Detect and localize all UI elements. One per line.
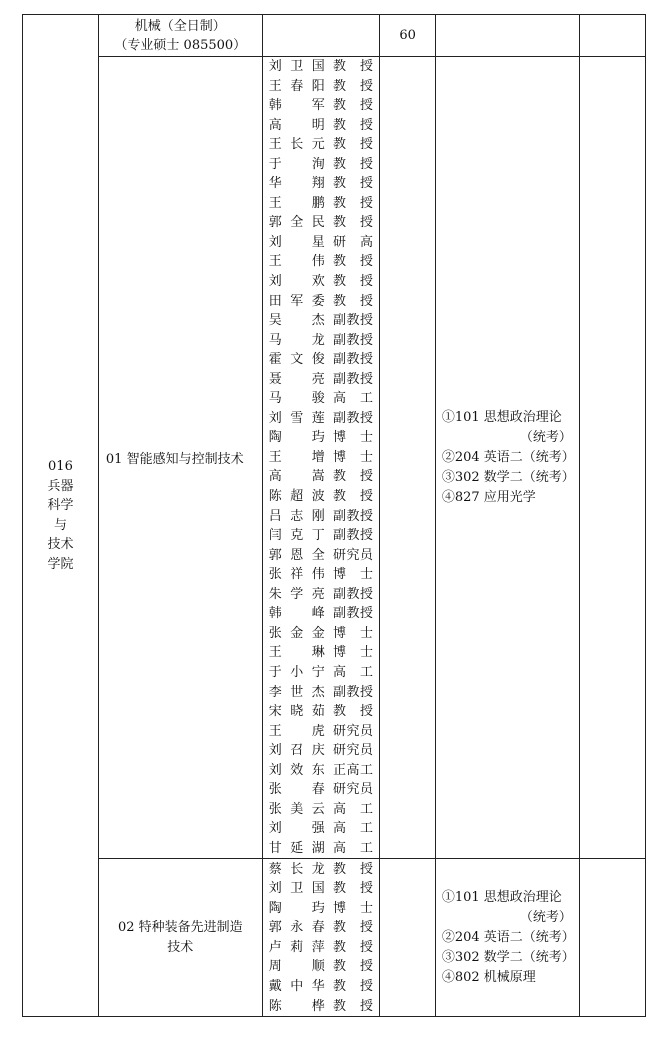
- tutor-entry: [269, 57, 380, 77]
- tutor-title: 教授: [332, 117, 373, 133]
- tutor-title: 教授: [332, 156, 373, 172]
- tutor-title: 教授: [332, 489, 373, 505]
- tutor-title: 博士: [332, 430, 373, 446]
- college-name-line: 学院: [47, 556, 74, 572]
- tutor-entry: [269, 722, 380, 742]
- tutor-name: 刘欢: [268, 274, 325, 290]
- major-name: 机械（全日制）: [134, 18, 226, 34]
- plan-cell: [380, 15, 435, 57]
- tutor-name: 郭永春: [268, 920, 325, 936]
- tutor-entry: [269, 409, 380, 429]
- tutor-title: 副教授: [332, 332, 373, 348]
- tutor-title: 教授: [332, 274, 373, 290]
- tutor-title: 研高: [332, 234, 373, 250]
- tutor-title: 教授: [332, 98, 373, 114]
- tutor-entry: [269, 643, 380, 663]
- tutor-entry: [269, 467, 380, 487]
- tutor-entry: [269, 487, 380, 507]
- tutor-entry: [269, 252, 380, 272]
- tutor-entry: [269, 702, 380, 722]
- tutor-name: 闫克丁: [268, 528, 325, 544]
- note-cell: [579, 57, 645, 859]
- tutor-title: 高工: [332, 840, 373, 856]
- exam-header-cell: [435, 15, 579, 57]
- tutor-entry: [269, 428, 380, 448]
- college-name-line: 与: [53, 517, 67, 533]
- plan-cell: [380, 859, 435, 1017]
- tutor-name: 霍文俊: [268, 352, 325, 368]
- tutor-entry: [269, 879, 380, 899]
- tutor-name: 卢莉萍: [268, 939, 325, 955]
- tutor-name: 刘雪莲: [268, 410, 325, 426]
- tutor-title: 副教授: [332, 508, 373, 524]
- direction-row: [23, 859, 646, 1017]
- enrollment-table: [22, 14, 646, 1017]
- college-cell: [23, 15, 99, 1017]
- tutor-title: 博士: [332, 645, 373, 661]
- tutor-entry: [269, 938, 380, 958]
- tutor-name: 马骏: [268, 391, 325, 407]
- tutor-name: 李世杰: [268, 684, 325, 700]
- tutor-entry: [269, 292, 380, 312]
- exam-subject: ①101 思想政治理论: [441, 409, 562, 425]
- tutor-name: 于洵: [268, 156, 325, 172]
- exam-subject: ③302 数学二（统考）: [441, 949, 575, 965]
- tutor-name: 高明: [268, 117, 325, 133]
- tutor-name: 郭全民: [268, 215, 325, 231]
- college-name-line: 兵器: [47, 478, 74, 494]
- tutor-name: 刘星: [268, 234, 325, 250]
- tutor-name: 田军委: [268, 293, 325, 309]
- exam-cell: [435, 859, 579, 1017]
- tutor-title: 教授: [332, 979, 373, 995]
- tutor-name: 郭恩全: [268, 547, 325, 563]
- tutor-entry: [269, 780, 380, 800]
- tutor-title: 博士: [332, 625, 373, 641]
- tutor-title: 教授: [332, 881, 373, 897]
- note-cell: [579, 859, 645, 1017]
- tutor-entry: [269, 819, 380, 839]
- tutor-entry: [269, 683, 380, 703]
- tutor-list-cell: [262, 859, 380, 1017]
- tutor-list: [269, 860, 380, 1016]
- tutor-title: 教授: [332, 78, 373, 94]
- tutor-name: 王增: [268, 449, 325, 465]
- tutor-title: 副教授: [332, 352, 373, 368]
- tutor-title: 教授: [332, 704, 373, 720]
- tutor-entry: [269, 174, 380, 194]
- tutor-title: 研究员: [332, 782, 373, 798]
- tutor-entry: [269, 389, 380, 409]
- tutor-name: 张祥伟: [268, 567, 325, 583]
- tutor-name: 陈超波: [268, 489, 325, 505]
- tutor-name: 张金金: [268, 625, 325, 641]
- tutor-entry: [269, 663, 380, 683]
- tutor-name: 刘召庆: [268, 743, 325, 759]
- direction-name: 01 智能感知与控制技术: [105, 452, 244, 468]
- tutor-name: 王春阳: [268, 78, 325, 94]
- tutor-title: 教授: [332, 998, 373, 1014]
- tutor-name: 王长元: [268, 137, 325, 153]
- tutor-title: 教授: [332, 293, 373, 309]
- tutor-entry: [269, 116, 380, 136]
- tutor-entry: [269, 233, 380, 253]
- tutor-title: 博士: [332, 900, 373, 916]
- tutor-title: 研究员: [332, 723, 373, 739]
- tutor-entry: [269, 957, 380, 977]
- tutor-title: 正高工: [332, 762, 373, 778]
- college-name-line: 技术: [47, 537, 74, 553]
- direction-name-line: 02 特种装备先进制造: [117, 919, 243, 935]
- tutor-entry: [269, 839, 380, 859]
- tutor-name: 刘强: [268, 821, 325, 837]
- tutor-title: 博士: [332, 449, 373, 465]
- college-name-line: 科学: [47, 498, 74, 514]
- tutor-title: 副教授: [332, 371, 373, 387]
- tutor-name: 高嵩: [268, 469, 325, 485]
- tutor-entry: [269, 860, 380, 880]
- tutor-entry: [269, 800, 380, 820]
- tutor-entry: [269, 526, 380, 546]
- tutor-list-cell: [262, 57, 380, 859]
- exam-subject: ②204 英语二（统考）: [441, 449, 575, 465]
- tutor-title: 教授: [332, 861, 373, 877]
- tutor-name: 刘卫国: [268, 881, 325, 897]
- tutor-entry: [269, 96, 380, 116]
- tutor-name: 华翔: [268, 176, 325, 192]
- tutor-entry: [269, 311, 380, 331]
- major-name-cell: [98, 15, 262, 57]
- tutor-title: 教授: [332, 959, 373, 975]
- direction-name-cell: [98, 859, 262, 1017]
- plan-cell: [380, 57, 435, 859]
- tutor-name: 陈桦: [268, 998, 325, 1014]
- tutor-entry: [269, 135, 380, 155]
- tutor-entry: [269, 977, 380, 997]
- tutor-name: 王鹏: [268, 195, 325, 211]
- tutor-name: 聂亮: [268, 371, 325, 387]
- direction-row: [23, 57, 646, 859]
- plan-count: 60: [399, 28, 416, 43]
- exam-subject: ③302 数学二（统考）: [441, 469, 575, 485]
- tutor-title: 副教授: [332, 313, 373, 329]
- tutor-title: 教授: [332, 939, 373, 955]
- tutor-name: 张春: [268, 782, 325, 798]
- tutor-name: 王虎: [268, 723, 325, 739]
- tutor-title: 高工: [332, 821, 373, 837]
- college-code: 016: [48, 459, 73, 475]
- tutor-title: 教授: [332, 254, 373, 270]
- tutor-name: 王琳: [268, 645, 325, 661]
- tutor-name: 王伟: [268, 254, 325, 270]
- tutor-name: 周顺: [268, 959, 325, 975]
- tutor-entry: [269, 604, 380, 624]
- tutor-name: 于小宁: [268, 664, 325, 680]
- exam-subject-note: （统考）: [519, 909, 572, 925]
- tutor-name: 陶玙: [268, 900, 325, 916]
- tutor-entry: [269, 370, 380, 390]
- tutor-entry: [269, 585, 380, 605]
- tutor-title: 研究员: [332, 743, 373, 759]
- note-header-cell: [579, 15, 645, 57]
- tutor-title: 副教授: [332, 684, 373, 700]
- exam-subject: ②204 英语二（统考）: [441, 929, 575, 945]
- tutor-title: 教授: [332, 195, 373, 211]
- tutor-name: 张美云: [268, 801, 325, 817]
- tutor-name: 陶玙: [268, 430, 325, 446]
- tutor-title: 教授: [332, 59, 373, 74]
- tutor-title: 博士: [332, 567, 373, 583]
- tutor-title: 研究员: [332, 547, 373, 563]
- tutor-entry: [269, 565, 380, 585]
- tutor-name: 蔡长龙: [268, 861, 325, 877]
- tutor-title: 教授: [332, 920, 373, 936]
- exam-subject: ①101 思想政治理论: [441, 889, 562, 905]
- tutor-name: 朱学亮: [268, 586, 325, 602]
- direction-name-line: 技术: [167, 939, 194, 955]
- tutor-name: 刘卫国: [268, 59, 325, 74]
- tutor-entry: [269, 77, 380, 97]
- tutor-title: 副教授: [332, 606, 373, 622]
- tutor-name: 韩军: [268, 98, 325, 114]
- tutor-entry: [269, 918, 380, 938]
- tutor-title: 教授: [332, 176, 373, 192]
- major-header-row: [23, 15, 646, 57]
- major-code: （专业硕士 085500）: [114, 37, 247, 53]
- tutor-entry: [269, 448, 380, 468]
- direction-name-cell: [98, 57, 262, 859]
- tutor-title: 高工: [332, 664, 373, 680]
- exam-cell: [435, 57, 579, 859]
- tutor-entry: [269, 194, 380, 214]
- tutor-entry: [269, 350, 380, 370]
- tutor-entry: [269, 155, 380, 175]
- tutor-entry: [269, 272, 380, 292]
- tutor-entry: [269, 624, 380, 644]
- tutor-title: 副教授: [332, 586, 373, 602]
- tutor-name: 宋晓茹: [268, 704, 325, 720]
- tutor-title: 教授: [332, 215, 373, 231]
- tutor-list: [269, 57, 380, 858]
- tutor-title: 高工: [332, 801, 373, 817]
- tutor-title: 副教授: [332, 410, 373, 426]
- tutor-entry: [269, 761, 380, 781]
- tutor-entry: [269, 546, 380, 566]
- tutor-entry: [269, 331, 380, 351]
- tutor-name: 马龙: [268, 332, 325, 348]
- exam-subject-note: （统考）: [519, 429, 572, 445]
- tutor-name: 刘效东: [268, 762, 325, 778]
- tutor-name: 甘延湖: [268, 840, 325, 856]
- exam-subject: ④802 机械原理: [441, 969, 536, 985]
- exam-subject: ④827 应用光学: [441, 489, 536, 505]
- tutor-header-cell: [262, 15, 380, 57]
- tutor-entry: [269, 997, 380, 1017]
- tutor-title: 副教授: [332, 528, 373, 544]
- tutor-name: 韩峰: [268, 606, 325, 622]
- tutor-title: 高工: [332, 391, 373, 407]
- tutor-title: 教授: [332, 137, 373, 153]
- tutor-name: 吕志刚: [268, 508, 325, 524]
- tutor-name: 吴杰: [268, 313, 325, 329]
- tutor-title: 教授: [332, 469, 373, 485]
- tutor-entry: [269, 741, 380, 761]
- tutor-entry: [269, 507, 380, 527]
- tutor-entry: [269, 899, 380, 919]
- tutor-entry: [269, 213, 380, 233]
- tutor-name: 戴中华: [268, 979, 325, 995]
